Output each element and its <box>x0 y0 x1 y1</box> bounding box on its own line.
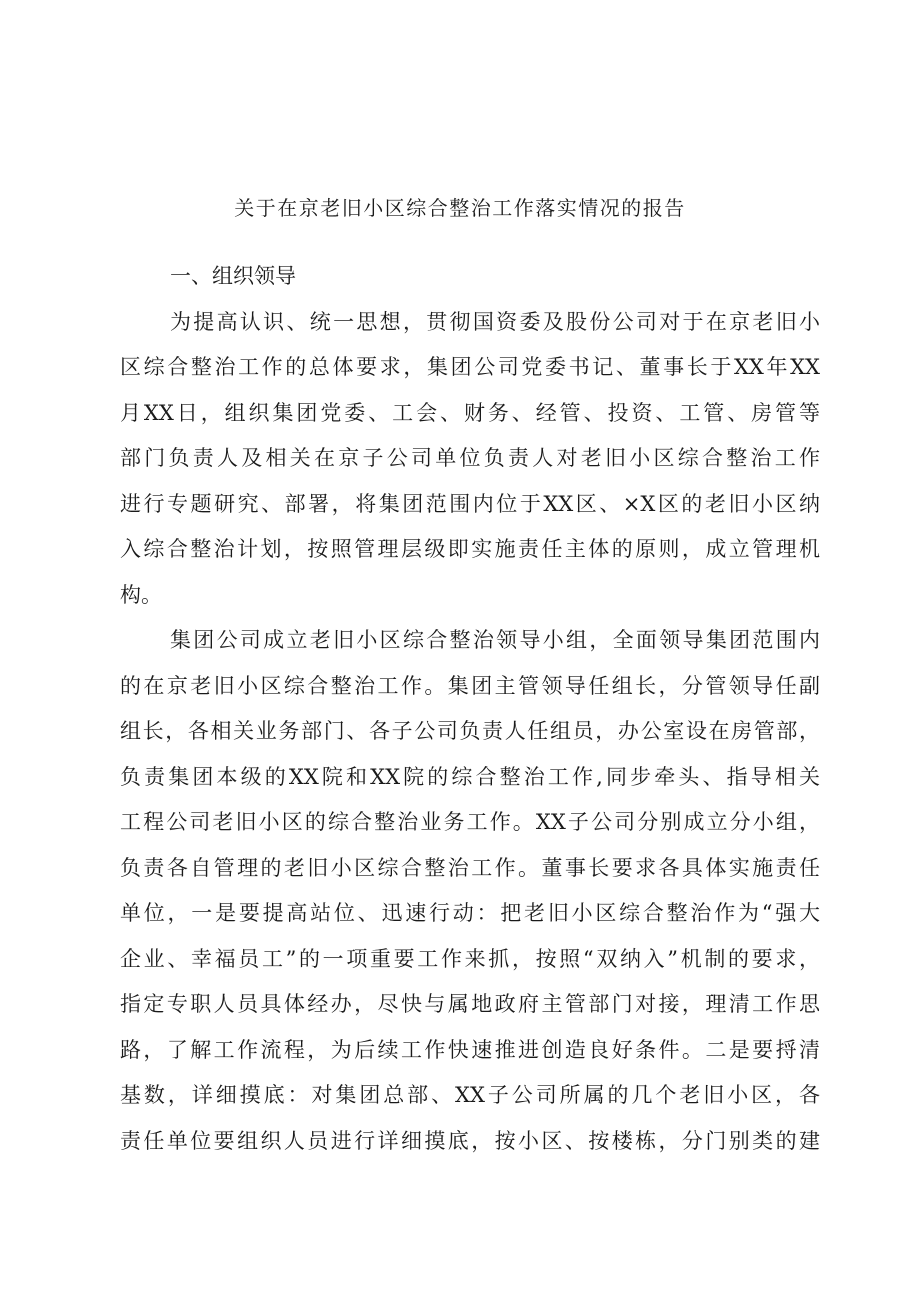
paragraph-line: 基数，详细摸底：对集团总部、XX子公司所属的几个老旧小区，各 <box>120 1083 820 1107</box>
paragraph-line: 指定专职人员具体经办，尽快与属地政府主管部门对接，理清工作思 <box>120 992 820 1016</box>
paragraph-line: 部门负责人及相关在京子公司单位负责人对老旧小区综合整治工作 <box>120 446 820 470</box>
document-title: 关于在京老旧小区综合整治工作落实情况的报告 <box>234 196 686 220</box>
paragraph-line: 负责各自管理的老旧小区综合整治工作。董事长要求各具体实施责任 <box>120 855 820 880</box>
paragraph-line: 责任单位要组织人员进行详细摸底，按小区、按楼栋，分门别类的建 <box>120 1128 820 1153</box>
paragraph-line: 为提高认识、统一思想，贯彻国资委及股份公司对于在京老旧小 <box>170 309 820 334</box>
section-heading: 一、组织领导 <box>170 264 296 288</box>
paragraph-line: 进行专题研究、部署，将集团范围内位于XX区、×X区的老旧小区纳 <box>120 491 820 516</box>
paragraph-line: 构。 <box>120 582 162 607</box>
paragraph-1 <box>120 300 820 619</box>
paragraph-line: 集团公司成立老旧小区综合整治领导小组，全面领导集团范围内 <box>170 628 820 652</box>
paragraph-line: 工程公司老旧小区的综合整治业务工作。XX子公司分别成立分小组， <box>120 810 820 834</box>
paragraph-line: 负责集团本级的XX院和XX院的综合整治工作,同步牵头、指导相关 <box>120 764 820 789</box>
paragraph-line: 月XX日，组织集团党委、工会、财务、经管、投资、工管、房管等 <box>120 400 820 425</box>
paragraph-2 <box>120 618 820 1164</box>
paragraph-line: 企业、幸福员工”的一项重要工作来抓，按照“双纳入”机制的要求， <box>120 946 820 971</box>
paragraph-line: 入综合整治计划，按照管理层级即实施责任主体的原则，成立管理机 <box>120 537 820 561</box>
paragraph-line: 单位，一是要提高站位、迅速行动：把老旧小区综合整治作为“强大 <box>120 901 820 925</box>
paragraph-line: 区综合整治工作的总体要求，集团公司党委书记、董事长于XX年XX <box>120 355 820 379</box>
paragraph-line: 的在京老旧小区综合整治工作。集团主管领导任组长，分管领导任副 <box>120 673 820 698</box>
document-body <box>120 254 820 1164</box>
paragraph-line: 路，了解工作流程，为后续工作快速推进创造良好条件。二是要捋清 <box>120 1037 820 1062</box>
paragraph-line: 组长，各相关业务部门、各子公司负责人任组员，办公室设在房管部， <box>120 719 820 743</box>
